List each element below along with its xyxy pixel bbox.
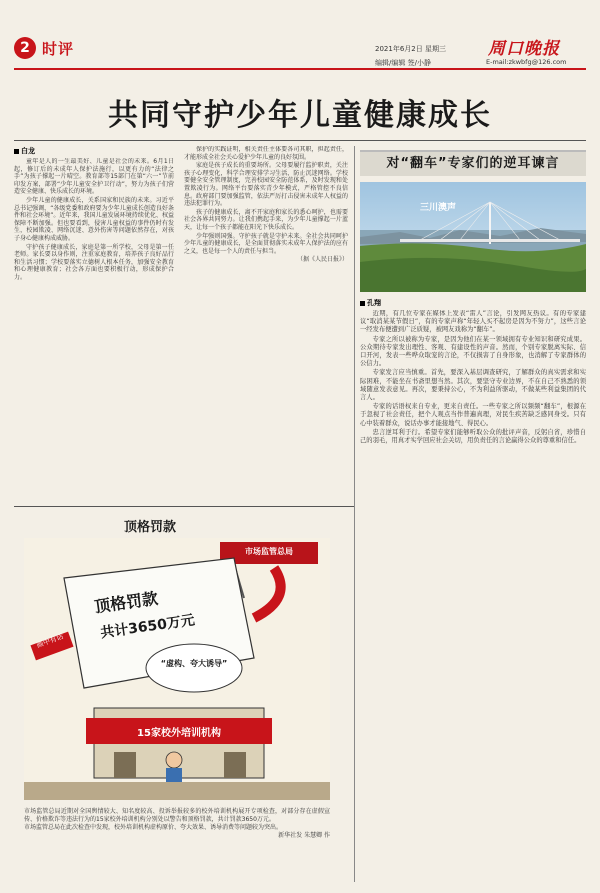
side-article-title: 对“翻车”专家们的逆耳谏言 [360, 150, 586, 176]
main-article-byline: 白龙 [14, 146, 35, 156]
bridge-landscape-image [360, 182, 586, 292]
photo-caption: 三川澳声 [420, 203, 457, 213]
page-header [0, 0, 600, 82]
cartoon-speech-bubble: “虚构、夸大诱导” [160, 659, 228, 668]
paragraph: 孩子的健康成长，离不开家庭和家长的悉心呵护，也需要社会各界共同努力。让我们携起手来，为少年儿童撑起一片蓝天，让每一个孩子都能在阳光下快乐成长。 [184, 208, 348, 231]
newspaper-logo: 周口晚报 [488, 39, 560, 59]
cartoon-illustration [24, 538, 330, 800]
main-article-column-1 [14, 158, 174, 498]
caption-text-2: 市场监管总局在此次检查中发现，校外培训机构虚构原价、夸大效果、诱导消费等问题较为突出。 [24, 824, 283, 831]
column-divider [354, 146, 355, 882]
editorial-cartoon [24, 538, 330, 800]
cartoon-paper-amount: 共计3650万元 [99, 612, 196, 642]
cartoon-title: 顶格罚款 [123, 520, 176, 535]
paragraph: 专家发言应当慎重。首先，要深入基层调查研究，了解群众的真实需求和实际困难，不能坐在书斋里想当然。其次，要坚守专业边界，不在自己不熟悉的领域随意发表意见。再次，要秉持公心，不为利益所驱动，不做某些利益集团的代言人。 [360, 369, 586, 402]
cartoon-signboard: 市场监管总局 [245, 547, 293, 556]
section-rule [14, 506, 354, 507]
dateline: 2021年6月2日 星期三 [375, 45, 446, 53]
paragraph: 保护的实践证明，相关责任主体要各司其职，担起责任，才能形成全社会关心爱护少年儿童的良好氛围。 [184, 146, 348, 161]
cartoon-paper-headline: 顶格罚款 [93, 588, 160, 617]
paragraph: 童年是人的一生最美好、儿童是社会的未来。6月1日起，修订后的未成年人保护法施行，以更有力的“法律之手”为孩子撑起一片晴空。教育部等15部门在第“六一”节前印发方案，部署“少年儿童安全护卫行动”，努力为孩子们营造安全健康、快乐成长的环境。 [14, 158, 174, 196]
section-number: 2 [14, 37, 36, 59]
side-article-column [360, 310, 586, 882]
title-rule [14, 140, 586, 141]
paragraph: 少年儿童的健康成长，关系国家和民族的未来。习近平总书记强调，“各级党委和政府要为少年儿童成长创造良好条件和社会环境”。近年来，我国儿童发展环境持续优化、权益保障不断加强。但也要看到，侵害儿童权益的事件仍时有发生，校园欺凌、网络沉迷、意外伤害等问题依然存在，对孩子身心健康构成威胁。 [14, 196, 174, 242]
side-article-photo [360, 182, 586, 292]
editor-credit: 编辑/编辑 签/小静 [375, 59, 431, 67]
cartoon-caption [24, 808, 330, 840]
caption-text: 市场监管总局近期对全国舆情较大、知名度较高、投诉举报较多的校外培训机构展开专项检查，对部分存在虚假宣传、价格欺诈等违法行为的15家校外培训机构分别处以警告和顶格罚款，共计罚款3650万元。 [24, 808, 330, 823]
paragraph: 忠言逆耳利于行。希望专家们能够听取公众的批评声音，反躬自省，珍惜自己的羽毛，用真才实学回应社会关切，用负责任的言论赢得公众的尊重和信任。 [360, 428, 586, 445]
cartoon-credit: 新华社发 朱慧卿 作 [278, 832, 330, 839]
cartoon-school-sign: 15家校外培训机构 [137, 728, 221, 739]
side-article-byline: 孔翔 [360, 298, 381, 308]
paragraph: 守护孩子健康成长，家庭是第一所学校，父母是第一任老师。家长要以身作则，注重家庭教育，培养孩子良好品行和生活习惯；学校要落实立德树人根本任务，加强安全教育和心理健康教育；社会各方面也要积极行动，形成保护合力。 [14, 243, 174, 281]
main-article-title: 共同守护少年儿童健康成长 [108, 98, 492, 133]
section-name: 时评 [42, 40, 75, 58]
paragraph: 近期，有几位专家在媒体上发表“雷人”言论，引发网友热议。有的专家建议“取消某某节假日”，有的专家声称“年轻人买不起房是因为不努力”，这些言论一经发布便遭到广泛质疑，被网友戏称为“翻车”。 [360, 310, 586, 334]
cartoon-tag: 画中有话 [35, 632, 65, 650]
paragraph: 专家之所以被称为专家，是因为他们在某一领域拥有专业知识和研究成果。公众期待专家发出理性、客观、有建设性的声音。然而，个别专家脱离实际、信口开河，发表一些哗众取宠的言论，不仅损害了自身形象，也消解了专家群体的公信力。 [360, 335, 586, 368]
header-rule [14, 68, 586, 70]
paragraph: 少年强则国强。守护孩子就是守护未来。全社会共同呵护少年儿童的健康成长，是全面贯彻落实未成年人保护法的应有之义，也是每一个人的责任与担当。 [184, 232, 348, 255]
paragraph: 专家的话语权来自专业，更来自责任。一些专家之所以频频“翻车”，根源在于忽视了社会责任，把个人观点当作普遍真理，对民生疾苦缺乏感同身受。只有心中装着群众，说话办事才能接地气、得民心。 [360, 403, 586, 427]
main-article-column-2 [184, 146, 348, 498]
email-address: E-mail:zkwbfg@126.com [486, 58, 567, 66]
paragraph: 家庭是孩子成长的重要场所。父母要履行监护职责，关注孩子心理变化，科学合理安排学习生活，防止沉迷网络。学校要健全安全管理制度，完善校园安全防范体系，及时发现和处置欺凌行为。网络平台要落实青少年模式，严格管控不良信息。政府部门要加强监管，依法严厉打击侵害未成年人权益的违法犯罪行为。 [184, 162, 348, 208]
article-source: （据《人民日报》） [296, 256, 348, 264]
